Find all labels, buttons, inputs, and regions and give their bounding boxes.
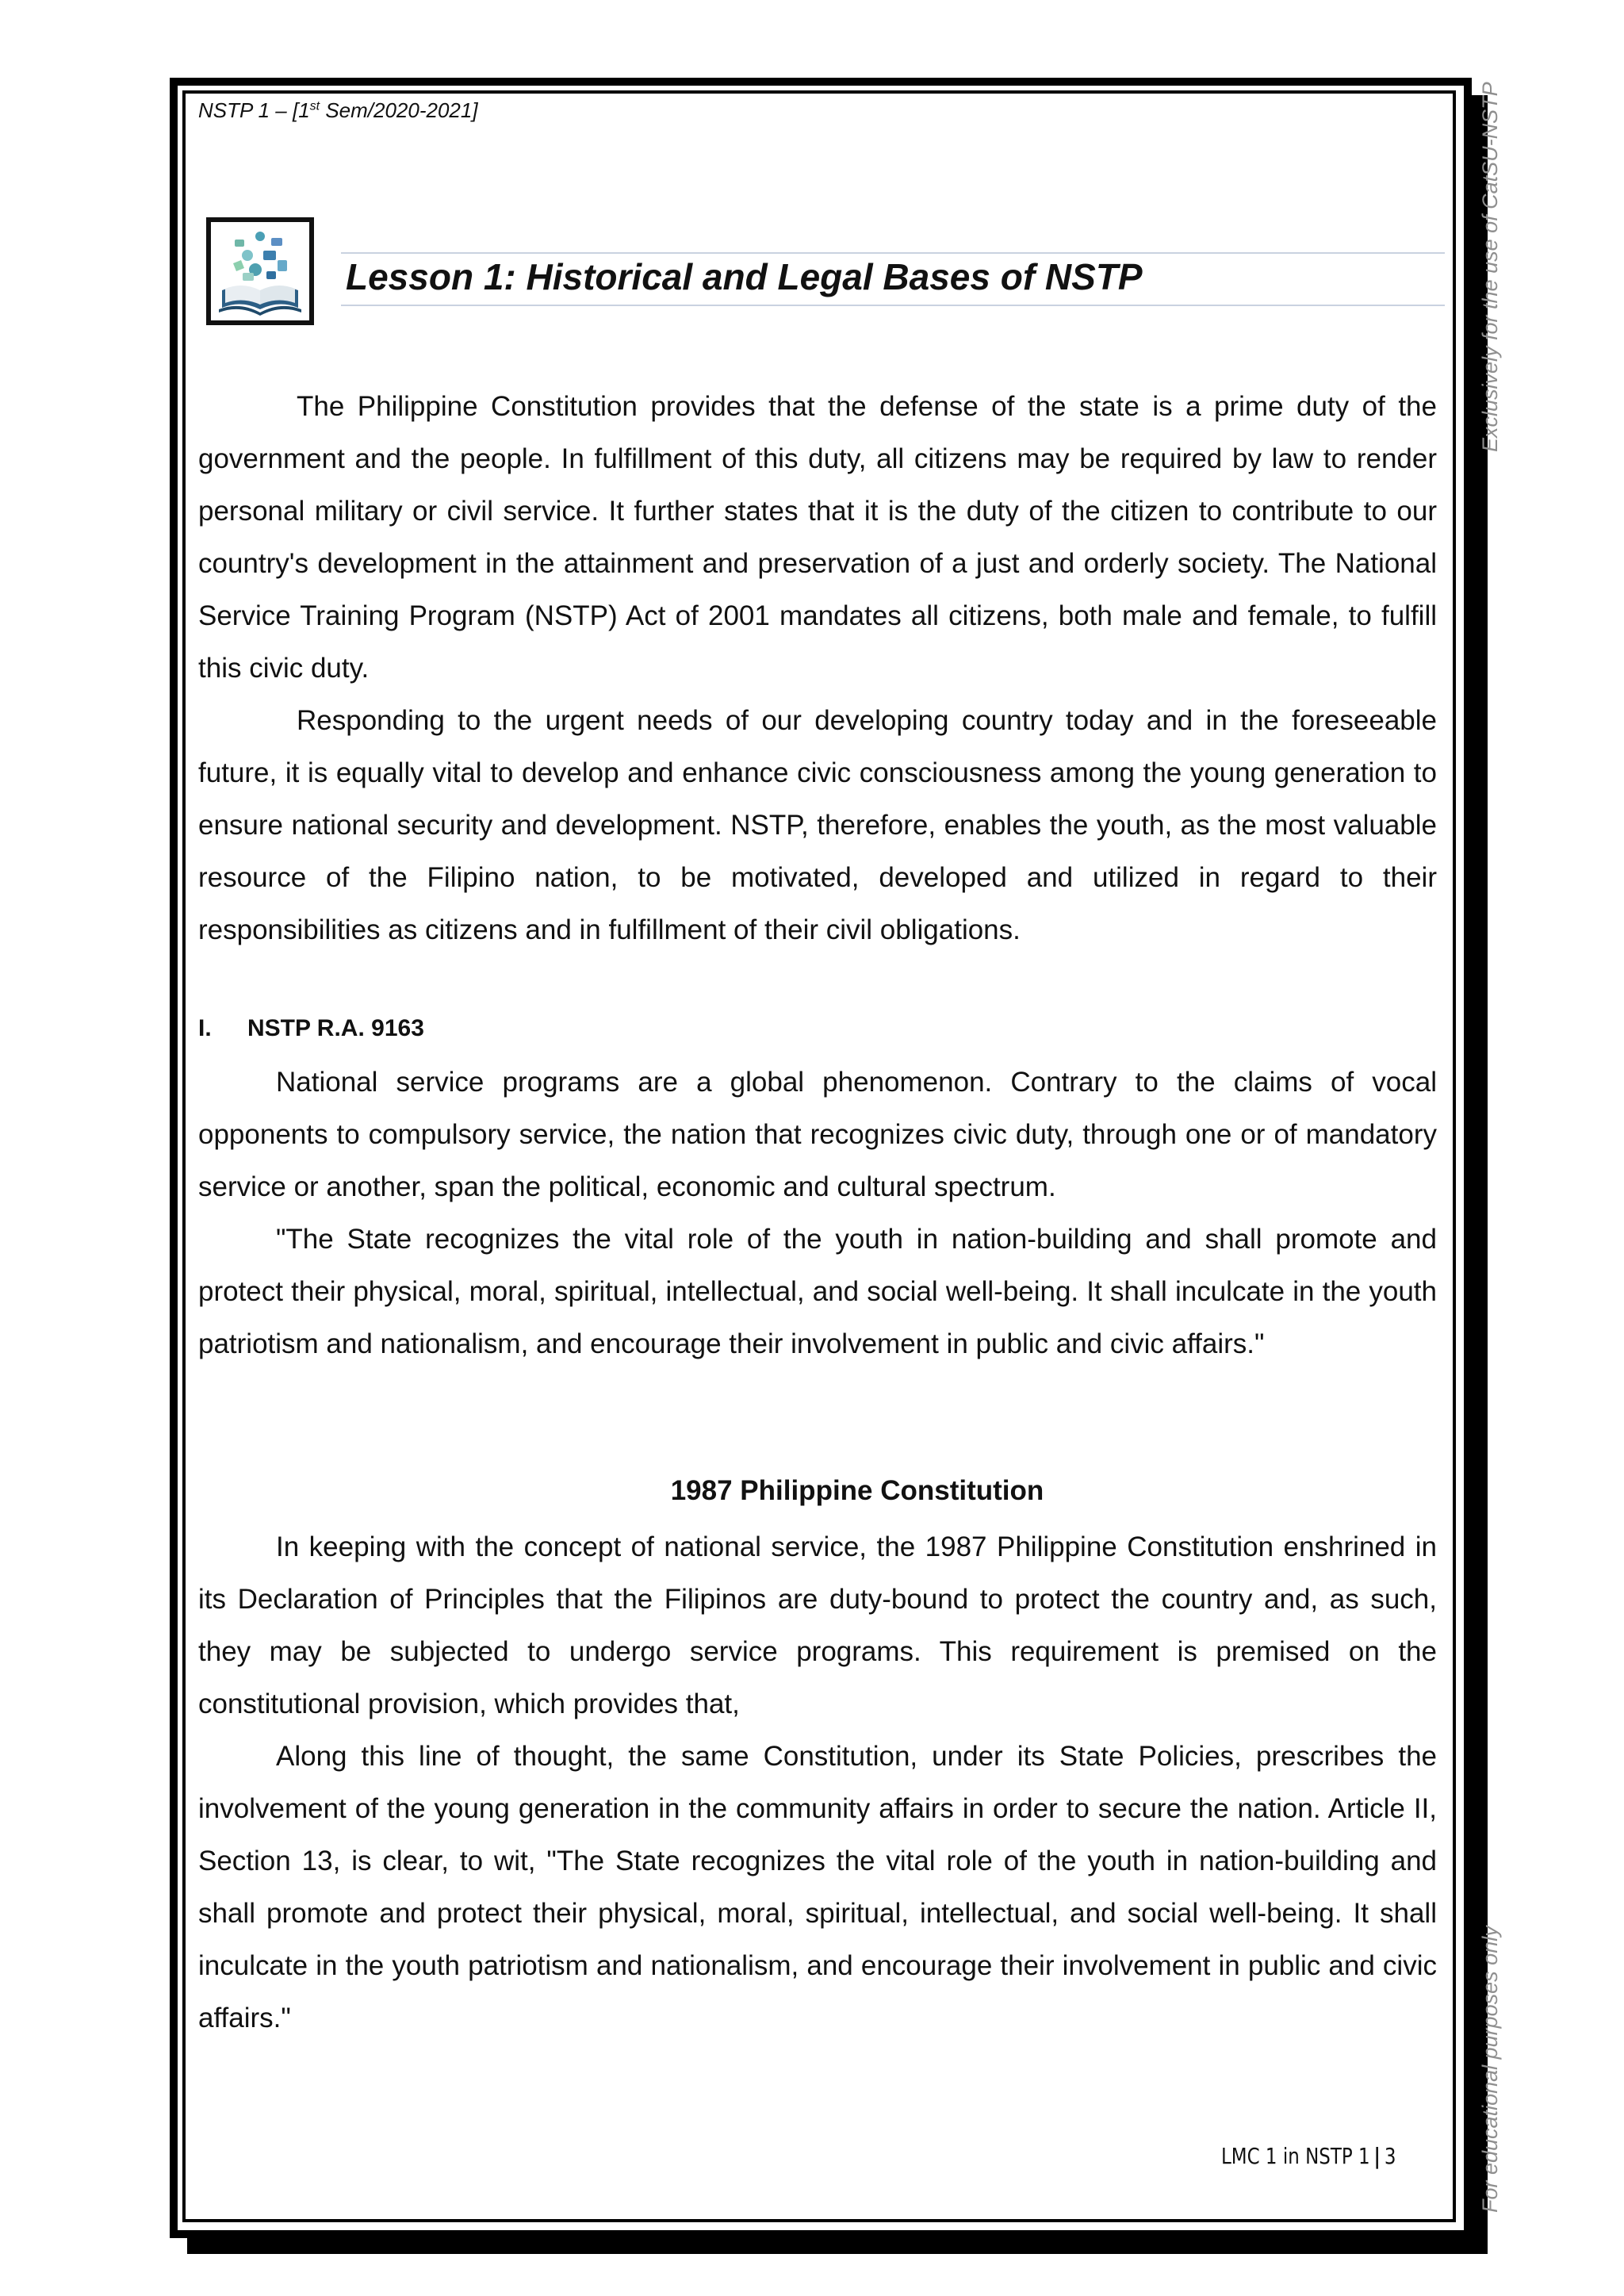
- constitution-heading: 1987 Philippine Constitution: [670, 1475, 1044, 1506]
- footer-label: LMC 1 in NSTP 1: [1221, 2143, 1370, 2169]
- section2-paragraph-2: Along this line of thought, the same Constitution, under its State Policies, prescribes the involvement of the young generation in the community affairs in order to secure the nation. Article II, Section 13, is clear, to wit, "The State recognizes the vital role of the youth in nation-building and shall promote and protect their physical, moral, spiritual, intellectual, and social well-being. It shall inculcate in the youth patriotism and nationalism, and encourage their involvement in public and civic affairs.": [198, 1741, 1437, 2033]
- intro-text: [198, 381, 1437, 956]
- page-header: NSTP 1 – [1st Sem/2020-2021]: [198, 98, 478, 122]
- intro-paragraph-2: Responding to the urgent needs of our developing country today and in the foreseeable future, it is equally vital to develop and enhance civic consciousness among the young generation to ensure national security and development. NSTP, therefore, enables the youth, as the most valuable resource of the Filipino nation, to be motivated, developed and utilized in regard to their responsibilities as citizens and in fulfillment of their civil obligations.: [198, 705, 1437, 945]
- title-rule-top: [341, 252, 1445, 254]
- footer-separator: |: [1373, 2143, 1381, 2169]
- book-icon: [206, 217, 314, 325]
- lesson-title: Lesson 1: Historical and Legal Bases of NSTP: [346, 256, 1143, 297]
- side-watermark-bottom: For educational purposes only: [1478, 1926, 1502, 2213]
- section-number: I.: [198, 1015, 212, 1041]
- page-number: 3: [1384, 2143, 1396, 2169]
- section1-paragraph-2: "The State recognizes the vital role of the youth in nation-building and shall promote and protect their physical, moral, spiritual, intellectual, and social well-being. It shall inculcate in the youth patriotism and nationalism, and encourage their involvement in public and civic affairs.": [198, 1224, 1437, 1359]
- section1-paragraph-1: National service programs are a global phenomenon. Contrary to the claims of vocal opponents to compulsory service, the nation that recognizes civic duty, through one or of mandatory service or another, span the political, economic and cultural spectrum.: [198, 1067, 1437, 1202]
- page-footer: [1221, 2143, 1396, 2169]
- section-heading-nstp-ra: [198, 1015, 424, 1042]
- section2-paragraph-1: In keeping with the concept of national service, the 1987 Philippine Constitution enshrined in its Declaration of Principles that the Filipinos are duty-bound to protect the country and, as such, they may be subjected to undergo service programs. This requirement is premised on the constitutional provision, which provides that,: [198, 1531, 1437, 1719]
- intro-paragraph-1: The Philippine Constitution provides that the defense of the state is a prime duty of the government and the people. In fulfillment of this duty, all citizens may be required by law to render personal military or civil service. It further states that it is the duty of the citizen to contribute to our country's development in the attainment and preservation of a just and orderly society. The National Service Training Program (NSTP) Act of 2001 mandates all citizens, both male and female, to fulfill this civic duty.: [198, 391, 1437, 684]
- title-rule-bottom: [341, 305, 1445, 306]
- side-watermark-top: Exclusively for the use of CatSU-NSTP: [1478, 82, 1502, 452]
- section-title: NSTP R.A. 9163: [247, 1015, 424, 1041]
- section2-text: [198, 1521, 1437, 2045]
- section1-text: [198, 1056, 1437, 1370]
